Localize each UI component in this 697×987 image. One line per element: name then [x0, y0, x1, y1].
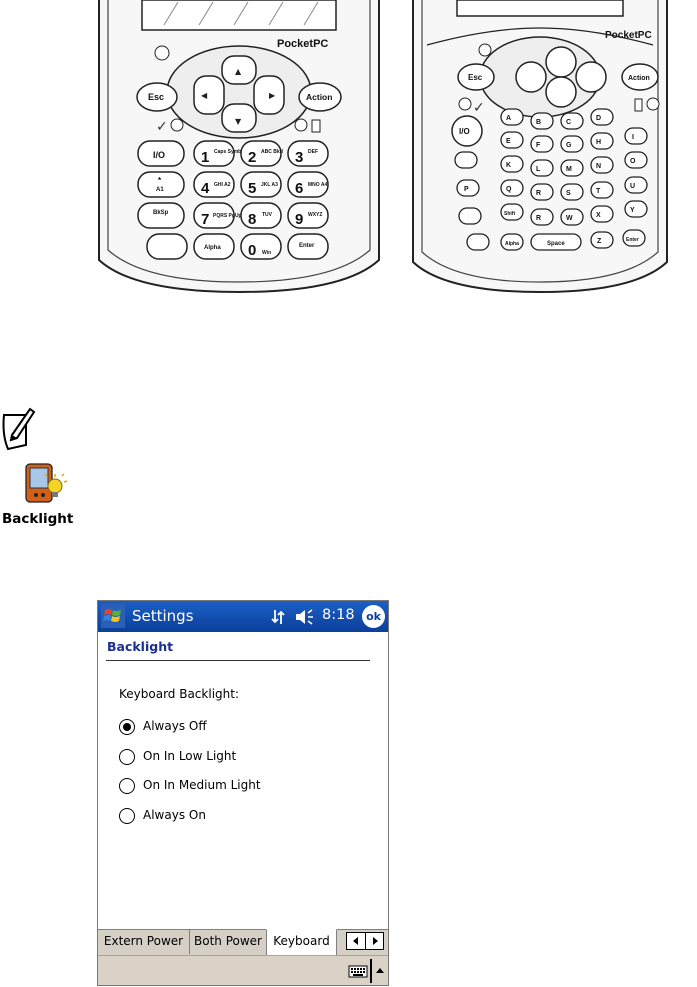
- key-sym[interactable]: [467, 234, 489, 250]
- backlight-applet[interactable]: [2, 460, 82, 530]
- svg-text:2: 2: [248, 149, 257, 166]
- svg-text:4: 4: [201, 180, 210, 197]
- tab-scroll-left-icon[interactable]: [347, 933, 365, 949]
- svg-text:▶: ▶: [269, 91, 276, 100]
- svg-text:Alpha: Alpha: [204, 245, 221, 251]
- svg-text:W: W: [566, 215, 573, 222]
- svg-text:3: 3: [295, 149, 304, 166]
- key-m[interactable]: [561, 160, 583, 176]
- svg-text:✓: ✓: [473, 100, 485, 116]
- qwerty-keypad-device: [409, 0, 671, 296]
- heading-divider: [106, 660, 370, 661]
- svg-text:I/O: I/O: [459, 127, 470, 136]
- svg-text:GHI A2: GHI A2: [214, 182, 231, 188]
- brand-label-qwerty: PocketPC: [605, 30, 652, 41]
- sip-divider: [370, 959, 372, 983]
- blank-key[interactable]: [147, 234, 187, 259]
- note-pencil-icon: [0, 405, 36, 453]
- svg-text:ABC Bkrl: ABC Bkrl: [261, 149, 283, 155]
- key-d[interactable]: [591, 109, 613, 125]
- key-i[interactable]: [625, 128, 647, 144]
- key-t[interactable]: [591, 182, 613, 198]
- volume-icon[interactable]: [295, 608, 319, 626]
- svg-text:K: K: [506, 162, 512, 169]
- key-func[interactable]: [455, 152, 477, 168]
- key-c[interactable]: [561, 113, 583, 129]
- svg-text:D: D: [596, 115, 602, 122]
- key-k[interactable]: [501, 156, 523, 172]
- svg-text:Action: Action: [628, 75, 650, 82]
- svg-text:Esc: Esc: [468, 73, 483, 82]
- key-h[interactable]: [591, 133, 613, 149]
- svg-text:I/O: I/O: [153, 150, 166, 160]
- svg-text:F: F: [536, 142, 541, 149]
- svg-text:7: 7: [201, 211, 210, 228]
- tab-scroll-buttons: [346, 932, 384, 950]
- svg-text:X: X: [596, 212, 601, 219]
- key-q[interactable]: [501, 180, 523, 196]
- tab-strip: [98, 929, 388, 955]
- svg-text:6: 6: [295, 180, 304, 197]
- svg-text:E: E: [506, 138, 511, 145]
- svg-text:Win: Win: [262, 250, 272, 256]
- key-e[interactable]: [501, 132, 523, 148]
- pocketpc-screen: Settings 8:18 ok Backlight Keyboard Backlight: Always Off On In Low Light On In Medium Light Always On Extern Power Both Power Keyboard: [97, 600, 389, 986]
- svg-text:M: M: [566, 166, 572, 173]
- svg-text:MNO A4: MNO A4: [308, 182, 328, 188]
- svg-text:0: 0: [248, 242, 257, 259]
- svg-text:Shift: Shift: [504, 211, 516, 217]
- key-g[interactable]: [561, 136, 583, 152]
- svg-text:R: R: [536, 190, 542, 197]
- svg-text:▲: ▲: [235, 67, 242, 76]
- svg-text:Action: Action: [306, 92, 333, 102]
- svg-text:Q: Q: [506, 186, 512, 193]
- key-8[interactable]: [241, 203, 281, 228]
- keyboard-backlight-label: Keyboard Backlight:: [119, 687, 239, 701]
- key-r2[interactable]: [531, 209, 553, 225]
- radio-button[interactable]: [119, 719, 135, 735]
- key-z[interactable]: [591, 232, 613, 248]
- key-x[interactable]: [591, 206, 613, 222]
- tab-both-power[interactable]: Both Power: [190, 930, 267, 954]
- svg-text:S: S: [566, 190, 571, 197]
- app-title: Settings: [132, 607, 194, 625]
- numeric-keypad-keys: [94, 0, 384, 296]
- svg-text:P: P: [464, 186, 469, 193]
- svg-text:R: R: [536, 215, 542, 222]
- svg-text:Space: Space: [547, 241, 565, 247]
- caret-up-icon[interactable]: [375, 966, 385, 974]
- brand-label: PocketPC: [277, 38, 329, 50]
- svg-text:I: I: [632, 134, 634, 141]
- svg-text:9: 9: [295, 211, 304, 228]
- menu-bar: [98, 955, 388, 986]
- ok-button[interactable]: ok: [362, 605, 385, 628]
- svg-text:DEF: DEF: [308, 149, 318, 155]
- key-a[interactable]: [501, 109, 523, 125]
- key-s[interactable]: [561, 184, 583, 200]
- svg-text:BkSp: BkSp: [153, 210, 169, 216]
- key-f[interactable]: [531, 136, 553, 152]
- svg-text:B: B: [536, 119, 542, 126]
- nav-up-key[interactable]: [546, 47, 576, 77]
- svg-text:PQRS PgUp: PQRS PgUp: [213, 213, 242, 219]
- key-n[interactable]: [591, 157, 613, 173]
- svg-text:✓: ✓: [156, 119, 168, 135]
- svg-text:N: N: [596, 163, 602, 170]
- key-shift[interactable]: [459, 208, 481, 224]
- svg-text:Caps Symb: Caps Symb: [214, 149, 242, 155]
- svg-text:◀: ◀: [201, 91, 208, 100]
- svg-text:T: T: [596, 188, 601, 195]
- svg-text:G: G: [566, 142, 572, 149]
- svg-text:1: 1: [201, 149, 210, 166]
- clock[interactable]: 8:18: [322, 607, 355, 623]
- page-title: Backlight: [107, 639, 174, 654]
- tab-scroll-right-icon[interactable]: [366, 933, 384, 949]
- backlight-icon: [24, 460, 68, 508]
- svg-text:TUV: TUV: [262, 212, 272, 218]
- svg-text:H: H: [596, 139, 602, 146]
- svg-text:Enter: Enter: [299, 243, 315, 249]
- svg-text:C: C: [566, 119, 572, 126]
- connectivity-icon[interactable]: [270, 608, 286, 626]
- svg-text:JKL A3: JKL A3: [261, 182, 278, 188]
- svg-text:▼: ▼: [235, 117, 242, 126]
- key-b[interactable]: [531, 113, 553, 129]
- key-0[interactable]: [241, 234, 281, 259]
- radio-button[interactable]: [119, 778, 135, 794]
- key-l[interactable]: [531, 160, 553, 176]
- svg-text:Alpha: Alpha: [505, 241, 519, 247]
- nav-right-key[interactable]: [576, 62, 606, 92]
- windows-start-icon[interactable]: [101, 604, 125, 628]
- key-u[interactable]: [625, 177, 647, 193]
- svg-text:A1: A1: [156, 187, 164, 193]
- svg-text:*: *: [158, 176, 162, 185]
- title-bar: [98, 601, 388, 632]
- svg-text:WXYZ: WXYZ: [308, 212, 323, 218]
- svg-text:Esc: Esc: [148, 92, 165, 102]
- radio-button[interactable]: [119, 749, 135, 765]
- svg-text:5: 5: [248, 180, 257, 197]
- key-y[interactable]: [625, 201, 647, 217]
- radio-button[interactable]: [119, 808, 135, 824]
- keyboard-input-icon[interactable]: [348, 963, 368, 979]
- svg-text:L: L: [536, 166, 541, 173]
- tab-keyboard[interactable]: Keyboard: [266, 929, 337, 955]
- svg-text:U: U: [630, 183, 636, 190]
- key-r[interactable]: [531, 184, 553, 200]
- key-o[interactable]: [625, 152, 647, 168]
- nav-down-key[interactable]: [546, 77, 576, 107]
- tab-extern-power[interactable]: Extern Power: [98, 930, 190, 954]
- backlight-label: Backlight: [2, 511, 74, 527]
- svg-text:Y: Y: [630, 207, 635, 214]
- svg-text:Z: Z: [597, 238, 602, 245]
- svg-text:A: A: [506, 115, 512, 122]
- svg-text:Enter: Enter: [626, 237, 639, 243]
- svg-text:O: O: [630, 158, 636, 165]
- nav-left-key[interactable]: [516, 62, 546, 92]
- svg-text:8: 8: [248, 211, 257, 228]
